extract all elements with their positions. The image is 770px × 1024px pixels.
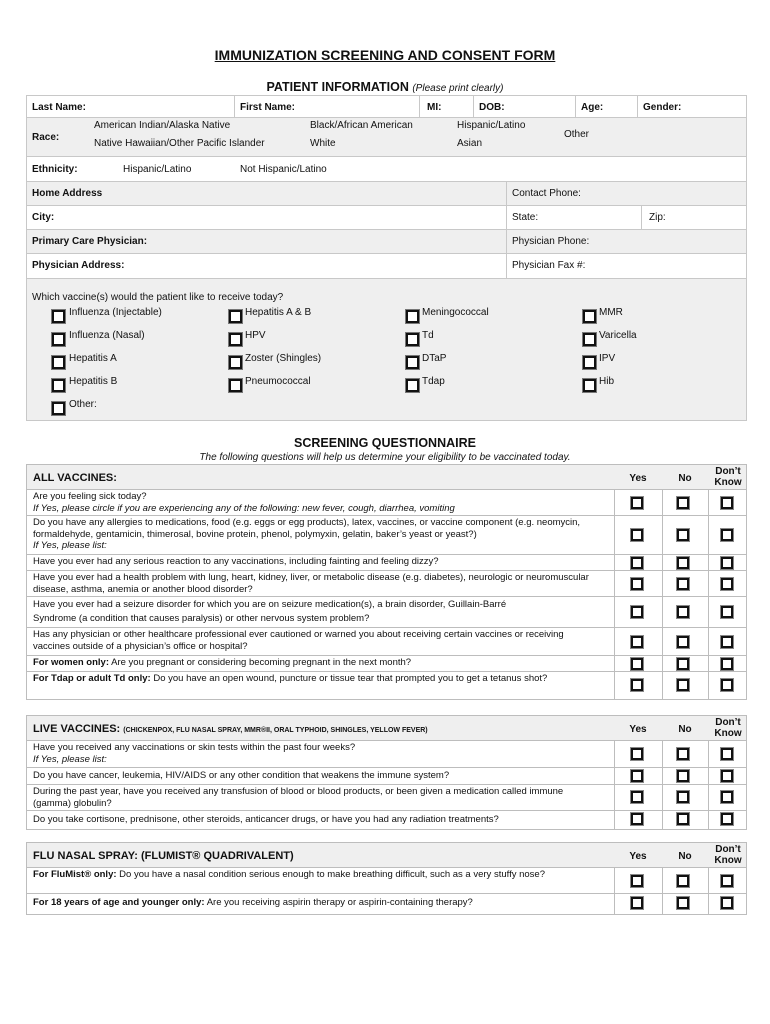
question-text: Do you have any allergies to medications, food (e.g. eggs or egg products), latex, vaccines, or vaccine component (e.g. neomycin, formaldehyde, gentamicin, thimerosal, bovine protein, phenol, polymyxin, gelatin, baker’s yeast or yeast?): [33, 517, 581, 540]
screening-title: SCREENING QUESTIONNAIRE: [294, 436, 476, 450]
yes-checkbox[interactable]: [631, 578, 643, 590]
form-title: IMMUNIZATION SCREENING AND CONSENT FORM: [214, 47, 556, 63]
physician-phone-field[interactable]: Physician Phone:: [512, 236, 590, 247]
vaccine-label: Influenza (Nasal): [69, 330, 145, 341]
physician-address-field[interactable]: Physician Address:: [32, 260, 125, 271]
question-row: [27, 555, 746, 571]
race-option[interactable]: Asian: [457, 138, 483, 149]
race-option[interactable]: Native Hawaiian/Other Pacific Islander: [94, 138, 265, 149]
question-qualifier: For FluMist® only:: [33, 869, 117, 880]
yes-checkbox[interactable]: [631, 813, 643, 825]
vaccine-label: Meningococcal: [422, 307, 489, 318]
vaccine-checkbox[interactable]: [229, 379, 242, 392]
vaccine-checkbox[interactable]: [406, 356, 419, 369]
all-vaccines-header: [27, 465, 746, 490]
vaccine-checkbox[interactable]: [406, 379, 419, 392]
question-qualifier: For women only:: [33, 657, 109, 668]
question-text: Do you take cortisone, prednisone, other steroids, anticancer drugs, or have you had any radiation treatments?: [33, 814, 499, 825]
no-checkbox[interactable]: [677, 748, 689, 760]
vaccine-checkbox[interactable]: [583, 310, 596, 323]
yes-checkbox[interactable]: [631, 770, 643, 782]
question-row: [27, 868, 746, 894]
col-yes: Yes: [629, 724, 647, 735]
vaccine-checkbox[interactable]: [229, 356, 242, 369]
age-field[interactable]: Age:: [581, 102, 604, 113]
yes-checkbox[interactable]: [631, 679, 643, 691]
question-row: [27, 490, 746, 516]
vaccine-label: IPV: [599, 353, 616, 364]
no-checkbox[interactable]: [677, 770, 689, 782]
dont-know-checkbox[interactable]: [721, 897, 733, 909]
yes-checkbox[interactable]: [631, 875, 643, 887]
race-row: [26, 118, 747, 157]
no-checkbox[interactable]: [677, 578, 689, 590]
race-option[interactable]: Other: [564, 129, 590, 140]
question-row: [27, 516, 746, 555]
question-row: [27, 811, 746, 829]
vaccine-checkbox[interactable]: [52, 310, 65, 323]
no-checkbox[interactable]: [677, 791, 689, 803]
no-checkbox[interactable]: [677, 636, 689, 648]
vaccine-checkbox[interactable]: [52, 356, 65, 369]
gender-field[interactable]: Gender:: [643, 102, 682, 113]
yes-checkbox[interactable]: [631, 497, 643, 509]
no-checkbox[interactable]: [677, 529, 689, 541]
question-row: [27, 894, 746, 914]
vaccine-checkbox[interactable]: [583, 333, 596, 346]
physician-fax-field[interactable]: Physician Fax #:: [512, 260, 586, 271]
ethnicity-row: [26, 157, 747, 182]
question-text: Have you ever had a health problem with lung, heart, kidney, liver, or metabolic disease (e.g. diabetes), neurologic or neuromuscular disease, asthma, anemia or another blood disorder?: [33, 572, 589, 595]
patient-info-title: PATIENT INFORMATION: [266, 80, 409, 94]
dob-field[interactable]: DOB:: [479, 102, 505, 113]
col-no: No: [678, 851, 692, 862]
vaccine-label: Tdap: [422, 376, 445, 387]
question-qualifier: For 18 years of age and younger only:: [33, 897, 205, 908]
vaccine-label: Td: [422, 330, 434, 341]
question-text: Have you ever had any serious reaction to any vaccinations, including fainting and feeling dizzy?: [33, 556, 439, 567]
vaccine-checkbox[interactable]: [406, 310, 419, 323]
live-vaccines-header: [27, 716, 746, 741]
dont-know-checkbox[interactable]: [721, 497, 733, 509]
all-vaccines-table: [26, 464, 747, 700]
yes-checkbox[interactable]: [631, 897, 643, 909]
yes-checkbox[interactable]: [631, 606, 643, 618]
live-vaccines-title: LIVE VACCINES: (CHICKENPOX, FLU NASAL SPRAY, MMR®II, ORAL TYPHOID, SHINGLES, YELLOW FEVER): [33, 723, 428, 735]
live-vaccines-subtitle: (CHICKENPOX, FLU NASAL SPRAY, MMR®II, ORAL TYPHOID, SHINGLES, YELLOW FEVER): [123, 727, 428, 734]
vaccine-checkbox[interactable]: [52, 379, 65, 392]
yes-checkbox[interactable]: [631, 748, 643, 760]
dont-know-checkbox[interactable]: [721, 529, 733, 541]
question-text: Have you ever had a seizure disorder for which you are on seizure medication(s), a brain disorder, Guillain-Barré: [33, 599, 507, 610]
question-row: [27, 785, 746, 811]
flu-nasal-title: FLU NASAL SPRAY: (FLUMIST® QUADRIVALENT): [33, 850, 294, 862]
vaccine-label: Pneumococcal: [245, 376, 311, 387]
question-text: Are you receiving aspirin therapy or aspirin-containing therapy?: [204, 897, 473, 908]
col-dont-know: Don’t Know: [714, 844, 742, 866]
pcp-field[interactable]: Primary Care Physician:: [32, 236, 148, 247]
question-row: [27, 571, 746, 597]
question-qualifier: For Tdap or adult Td only:: [33, 673, 151, 684]
vaccine-label: Hepatitis B: [69, 376, 118, 387]
race-label: Race:: [32, 132, 60, 143]
question-text-cont: Syndrome (a condition that causes paralysis) or other nervous system problem?: [33, 613, 370, 624]
yes-checkbox[interactable]: [631, 636, 643, 648]
question-text: Have you received any vaccinations or skin tests within the past four weeks?: [33, 742, 356, 753]
vaccine-checkbox[interactable]: [229, 333, 242, 346]
question-subtext: If Yes, please list:: [33, 540, 107, 551]
vaccine-other-label[interactable]: Other:: [69, 399, 97, 410]
ethnicity-label: Ethnicity:: [32, 164, 78, 175]
question-row: [27, 628, 746, 656]
state-field[interactable]: State:: [512, 212, 539, 223]
vaccine-label: Influenza (Injectable): [69, 307, 162, 318]
vaccine-checkbox[interactable]: [583, 379, 596, 392]
race-option[interactable]: White: [310, 138, 336, 149]
address-row: [26, 182, 747, 206]
col-yes: Yes: [629, 851, 647, 862]
vaccine-label: HPV: [245, 330, 266, 341]
vaccine-label: Varicella: [599, 330, 637, 341]
yes-checkbox[interactable]: [631, 529, 643, 541]
dont-know-checkbox[interactable]: [721, 813, 733, 825]
question-text: Do you have cancer, leukemia, HIV/AIDS or any other condition that weakens the immune system?: [33, 770, 450, 781]
yes-checkbox[interactable]: [631, 791, 643, 803]
race-option[interactable]: Black/African American: [310, 120, 413, 131]
dont-know-checkbox[interactable]: [721, 748, 733, 760]
no-checkbox[interactable]: [677, 897, 689, 909]
no-checkbox[interactable]: [677, 813, 689, 825]
dont-know-checkbox[interactable]: [721, 679, 733, 691]
vaccine-checkbox[interactable]: [583, 356, 596, 369]
yes-checkbox[interactable]: [631, 557, 643, 569]
vaccine-label: Hepatitis A: [69, 353, 117, 364]
zip-field[interactable]: Zip:: [649, 212, 666, 223]
no-checkbox[interactable]: [677, 658, 689, 670]
question-subtext: If Yes, please list:: [33, 753, 107, 765]
col-yes: Yes: [629, 473, 647, 484]
question-text: Do you have an open wound, puncture or tissue tear that prompted you to get a tetanus shot?: [150, 673, 548, 684]
question-text: Do you have a nasal condition serious enough to make breathing difficult, such as a very stuffy nose?: [116, 869, 545, 880]
no-checkbox[interactable]: [677, 557, 689, 569]
question-row: [27, 656, 746, 672]
dont-know-checkbox[interactable]: [721, 875, 733, 887]
vaccine-checkbox[interactable]: [406, 333, 419, 346]
vaccine-prompt: Which vaccine(s) would the patient like to receive today?: [32, 292, 284, 303]
question-text: During the past year, have you received any transfusion of blood or blood products, or been given a medication called immune (gamma) globulin?: [33, 786, 564, 809]
first-name-field[interactable]: First Name:: [240, 102, 296, 113]
vaccine-other-checkbox[interactable]: [52, 402, 65, 415]
home-address-field[interactable]: Home Address: [32, 188, 103, 199]
dont-know-checkbox[interactable]: [721, 791, 733, 803]
dont-know-checkbox[interactable]: [721, 557, 733, 569]
dont-know-checkbox[interactable]: [721, 658, 733, 670]
all-vaccines-title: ALL VACCINES:: [33, 472, 117, 484]
patient-info-heading: [0, 80, 770, 94]
race-option[interactable]: American Indian/Alaska Native: [94, 120, 231, 131]
vaccine-label: Zoster (Shingles): [245, 353, 322, 364]
col-no: No: [678, 473, 692, 484]
mi-field[interactable]: MI:: [427, 102, 442, 113]
no-checkbox[interactable]: [677, 679, 689, 691]
vaccine-label: Hib: [599, 376, 615, 387]
live-vaccines-table: [26, 715, 747, 830]
question-text: Has any physician or other healthcare professional ever cautioned or warned you about receiving certain vaccines or receiving vaccines outside of a physician’s office or hospital?: [33, 629, 564, 652]
col-dont-know: Don’t Know: [714, 717, 742, 739]
vaccine-label: DTaP: [422, 353, 447, 364]
contact-phone-field[interactable]: Contact Phone:: [512, 188, 581, 199]
race-option[interactable]: Hispanic/Latino: [457, 120, 526, 131]
question-row: [27, 741, 746, 768]
question-text: Are you feeling sick today?: [33, 491, 147, 502]
question-row: [27, 672, 746, 699]
name-row: [26, 95, 747, 118]
col-no: No: [678, 724, 692, 735]
no-checkbox[interactable]: [677, 606, 689, 618]
col-dont-know: Don’t Know: [714, 466, 742, 488]
question-subtext: If Yes, please circle if you are experiencing any of the following: new fever, cough, diarrhea, vomiting: [33, 502, 455, 514]
vaccine-selection: [26, 279, 747, 421]
physician-address-row: [26, 254, 747, 279]
vaccine-label: Hepatitis A & B: [245, 307, 312, 318]
yes-checkbox[interactable]: [631, 658, 643, 670]
question-row: [27, 768, 746, 785]
screening-note: The following questions will help us determine your eligibility to be vaccinated today.: [199, 452, 571, 463]
dont-know-checkbox[interactable]: [721, 578, 733, 590]
question-text: Are you pregnant or considering becoming pregnant in the next month?: [109, 657, 412, 668]
dont-know-checkbox[interactable]: [721, 770, 733, 782]
vaccine-label: MMR: [599, 307, 623, 318]
ethnicity-option[interactable]: Hispanic/Latino: [123, 164, 192, 175]
vaccine-checkbox[interactable]: [229, 310, 242, 323]
city-row: [26, 206, 747, 230]
last-name-field[interactable]: Last Name:: [32, 102, 86, 113]
city-field[interactable]: City:: [32, 212, 55, 223]
flu-nasal-header: [27, 843, 746, 868]
no-checkbox[interactable]: [677, 497, 689, 509]
dont-know-checkbox[interactable]: [721, 606, 733, 618]
no-checkbox[interactable]: [677, 875, 689, 887]
pcp-row: [26, 230, 747, 254]
flu-nasal-table: [26, 842, 747, 915]
ethnicity-option[interactable]: Not Hispanic/Latino: [240, 164, 327, 175]
vaccine-checkbox[interactable]: [52, 333, 65, 346]
patient-info-note: (Please print clearly): [412, 83, 504, 94]
question-row: [27, 597, 746, 628]
dont-know-checkbox[interactable]: [721, 636, 733, 648]
